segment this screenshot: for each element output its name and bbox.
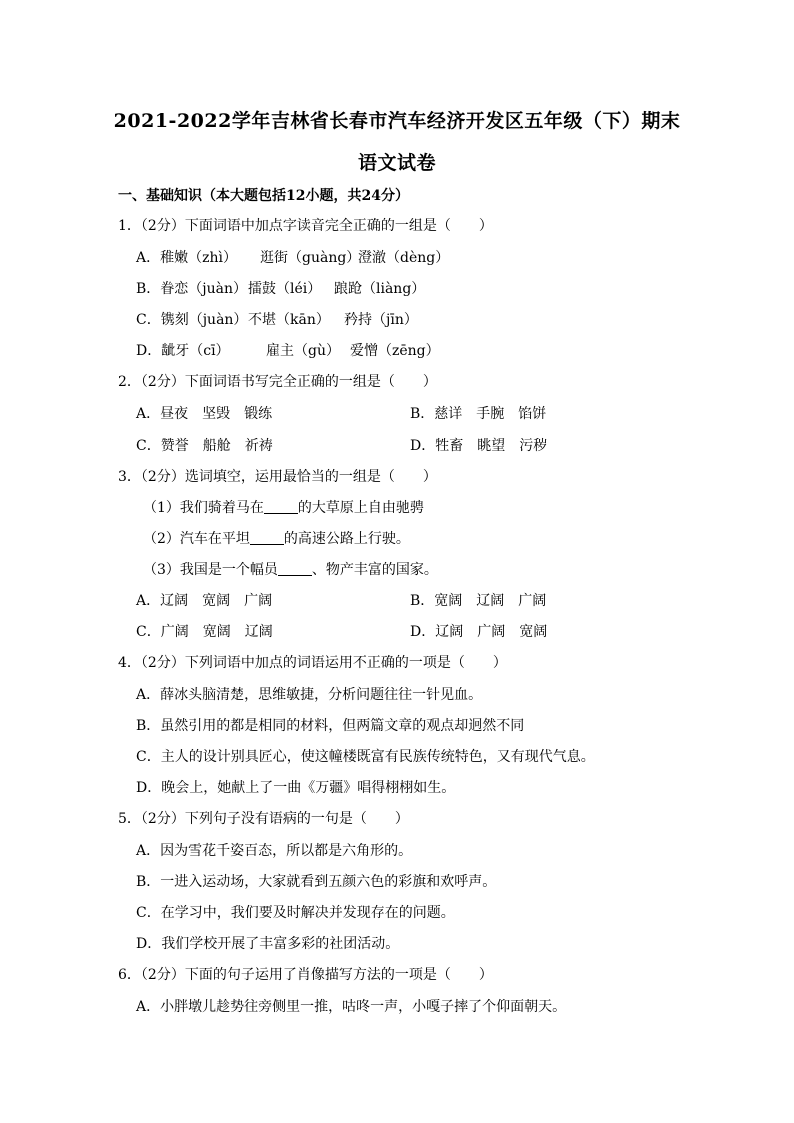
- q3-option-d: D．辽阔 广阔 宽阔: [410, 624, 548, 640]
- q5-option-d: D．我们学校开展了丰富多彩的社团活动。: [136, 936, 400, 952]
- q1-a-word1: A．稚嫩（zhì）: [136, 250, 237, 266]
- q5-stem: 5．（2分）下列句子没有语病的一句是（ ）: [118, 811, 409, 827]
- q1-a-word2: 逛街（guàng）: [260, 250, 361, 266]
- q1-c-word1: C．镌刻（juàn）: [136, 312, 248, 328]
- q1-b-word1: B．眷恋（juàn）: [136, 281, 248, 297]
- section-heading: 一、基础知识（本大题包括12小题，共24分）: [118, 188, 409, 204]
- q4-stem: 4．（2分）下列词语中加点的词语运用不正确的一项是（ ）: [118, 655, 507, 671]
- q3-stem: 3．（2分）选词填空，运用最恰当的一组是（ ）: [118, 469, 437, 485]
- q3-sentence-2: [143, 529, 410, 549]
- q1-option-a: [136, 248, 449, 268]
- q1-c-word2: 不堪（kān）: [248, 312, 330, 328]
- q1-option-b: [136, 279, 425, 299]
- q2-option-c: C．赞誉 船舱 祈祷: [136, 438, 273, 454]
- q5-option-a: A．因为雪花千姿百态，所以都是六角形的。: [136, 843, 413, 859]
- q3-option-a: A．辽阔 宽阔 广阔: [136, 593, 273, 609]
- q1-option-c: [136, 310, 418, 330]
- exam-title-line2: 语文试卷: [357, 152, 436, 174]
- q2-option-a: A．昼夜 坚毁 锻练: [136, 406, 273, 422]
- q1-stem: 1．（2分）下面词语中加点字读音完全正确的一组是（ ）: [118, 218, 493, 234]
- q1-d-word2: 雇主（gù）: [266, 343, 340, 359]
- q3-s3-blank[interactable]: [278, 561, 312, 576]
- q3-s3-pre: （3）我国是一个幅员: [143, 562, 278, 578]
- q4-option-b: B．虽然引用的都是相同的材料，但两篇文章的观点却迥然不同: [136, 718, 525, 734]
- q5-option-b: B．一进入运动场，大家就看到五颜六色的彩旗和欢呼声。: [136, 874, 497, 890]
- q3-s2-blank[interactable]: [250, 530, 284, 545]
- q1-b-word3: 踉跄（liàng）: [334, 281, 426, 297]
- q3-option-b: B．宽阔 辽阔 广阔: [410, 593, 547, 609]
- q4-option-d: D．晚会上，她献上了一曲《万疆》唱得栩栩如生。: [136, 780, 456, 796]
- q3-option-c: C．广阔 宽阔 辽阔: [136, 624, 273, 640]
- q1-c-word3: 矜持（jīn）: [344, 312, 418, 328]
- q2-option-b: B．慈详 手腕 馅饼: [410, 406, 547, 422]
- exam-title-line1: 2021-2022学年吉林省长春市汽车经济开发区五年级（下）期末: [113, 110, 681, 132]
- q3-s2-pre: （2）汽车在平坦: [143, 531, 250, 547]
- q6-stem: 6．（2分）下面的句子运用了肖像描写方法的一项是（ ）: [118, 967, 493, 983]
- q3-s1-blank[interactable]: [264, 499, 298, 514]
- q3-sentence-1: [143, 498, 424, 518]
- q1-option-d: [136, 341, 440, 361]
- q3-s2-post: 的高速公路上行驶。: [283, 531, 410, 547]
- q4-option-a: A．薛冰头脑清楚，思维敏捷，分析问题往往一针见血。: [136, 687, 483, 703]
- q3-s3-post: 、物产丰富的国家。: [311, 562, 438, 578]
- q1-d-word3: 爱憎（zēng）: [350, 343, 440, 359]
- q4-option-c: C．主人的设计别具匠心，使这幢楼既富有民族传统特色，又有现代气息。: [136, 749, 595, 765]
- q3-s1-pre: （1）我们骑着马在: [143, 500, 264, 516]
- q2-stem: 2．（2分）下面词语书写完全正确的一组是（ ）: [118, 374, 437, 390]
- q1-b-word2: 擂鼓（léi）: [248, 281, 322, 297]
- q3-sentence-3: [143, 560, 438, 580]
- q3-s1-post: 的大草原上自由驰骋: [297, 500, 424, 516]
- q1-d-word1: D．龇牙（cī）: [136, 343, 230, 359]
- q6-option-a: A．小胖墩儿趁势往旁侧里一推，咕咚一声，小嘎子摔了个仰面朝天。: [136, 999, 567, 1015]
- q5-option-c: C．在学习中，我们要及时解决并发现存在的问题。: [136, 905, 455, 921]
- q1-a-word3: 澄澈（dèng）: [358, 250, 450, 266]
- q2-option-d: D．牲畜 眺望 污秽: [410, 438, 548, 454]
